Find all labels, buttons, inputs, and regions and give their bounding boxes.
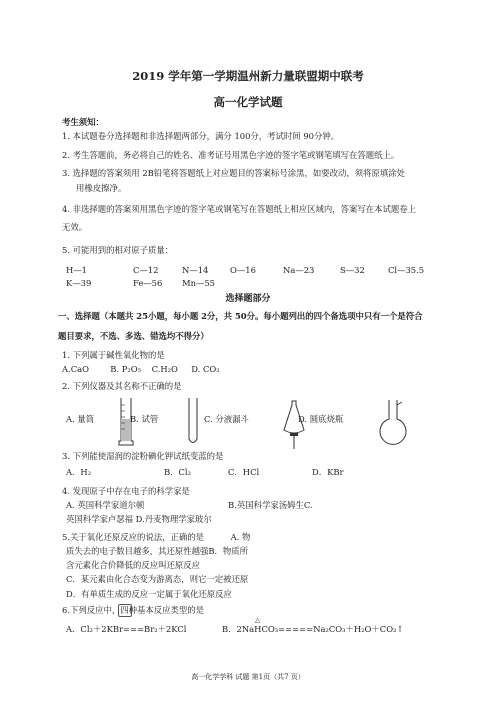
separatory-funnel-image [282, 400, 306, 450]
question-stem: 3. 下列能使湿润的淀粉碘化钾试纸变蓝的是 [62, 451, 224, 461]
round-bottom-flask-image [375, 399, 411, 449]
atomic-mass: Fe—56 [133, 278, 163, 288]
question-stem: 5.关于氧化还原反应的说法，正确的是 A. 物 [62, 532, 251, 542]
atomic-mass: Cl—35.5 [388, 265, 425, 275]
highlight-box [118, 604, 132, 617]
atomic-mass: O—16 [230, 265, 256, 275]
question-stem: 1. 下列属于碱性氧化物的是 [62, 350, 165, 360]
page-title: 2019 学年第一学期温州新力量联盟期中联考 [132, 69, 364, 83]
atomic-mass: S—32 [340, 265, 365, 275]
option-b: B．2NaHCO₃=====Na₂CO₃＋H₂O＋CO₂↑ [222, 624, 404, 634]
notice-item: 用橡皮擦净。 [76, 183, 127, 193]
notice-item: 1. 本试题卷分选择题和非选择题两部分，满分 100分，考试时间 90分钟。 [62, 131, 340, 141]
atomic-mass: Mn—55 [182, 278, 216, 288]
option-a: A．H₂ [66, 467, 92, 477]
part-heading: 一、选择题（本题共 25小题，每小题 2分，共 50分。每小题列出的四个备选项中只有一个是符合 [58, 311, 423, 321]
question-stem: 4. 发现原子中存在电子的科学家是 [62, 486, 190, 496]
option-c: C．HCl [228, 467, 260, 477]
question-line: 含元素化合价降低的反应叫还原反应 [66, 560, 200, 570]
notice-heading: 考生须知： [62, 117, 104, 127]
option-a: A. 英国科学家道尔顿 [66, 500, 145, 510]
question-stem: 6.下列反应中，四种基本反应类型的是 [62, 605, 204, 615]
notice-item: 无效。 [62, 222, 88, 232]
option-b: B.英国科学家汤姆生C. [228, 500, 313, 510]
apparatus-label: D. 圆底烧瓶 [298, 414, 344, 424]
apparatus-label: B. 试管 [130, 414, 159, 424]
apparatus-label: C. 分液漏斗 [204, 414, 249, 424]
notice-item: 4. 非选择题的答案须用黑色字迹的签字笔或钢笔写在答题纸上相应区域内，答案写在本试题卷上 [62, 204, 417, 214]
atomic-mass: N—14 [182, 265, 209, 275]
option-d: D．KBr [312, 467, 344, 477]
test-tube-image [186, 397, 200, 447]
option-c: C．某元素由化合态变为游离态，则它一定被还原 [66, 574, 249, 584]
section-title: 选择题部分 [225, 294, 271, 304]
option-a: A．Cl₂＋2KBr===Br₂＋2KCl [66, 624, 187, 634]
option-c-d: 英国科学家卢瑟福 D.丹麦物理学家玻尔 [66, 514, 212, 524]
page-footer: 高一化学学科 试题 第1页（共7 页） [191, 673, 305, 681]
notice-item: 3. 选择题的答案须用 2B铅笔将答题纸上对应题目的答案标号涂黑，如要改动，须将原填涂处 [62, 168, 406, 178]
atomic-mass: Na—23 [283, 265, 315, 275]
apparatus-label: A. 量筒 [66, 414, 95, 424]
option-b: B．Cl₂ [164, 467, 191, 477]
question-options: A.CaO B. P₂O₅ C.H₂O D. CO₂ [62, 364, 220, 374]
atomic-mass: K—39 [66, 278, 92, 288]
option-d: D．有单质生成的反应一定属于氧化还原反应 [66, 589, 232, 599]
heat-symbol: △ [255, 616, 260, 624]
question-stem: 2. 下列仪器及其名称不正确的是 [62, 381, 182, 391]
notice-item: 5. 可能用到的相对原子质量： [62, 245, 174, 255]
atomic-mass: H—1 [66, 265, 88, 275]
page-subtitle: 高一化学试题 [213, 95, 283, 109]
question-line: 质失去的电子数目越多，其还原性越强B．物质所 [66, 546, 249, 556]
atomic-mass: C—12 [133, 265, 159, 275]
notice-item: 2. 考生答题前，务必将自己的姓名、准考证号用黑色字迹的签字笔或钢笔填写在答题纸上。 [62, 150, 400, 160]
part-heading-cont: 题目要求，不选、多选、错选均不得分） [58, 331, 209, 341]
